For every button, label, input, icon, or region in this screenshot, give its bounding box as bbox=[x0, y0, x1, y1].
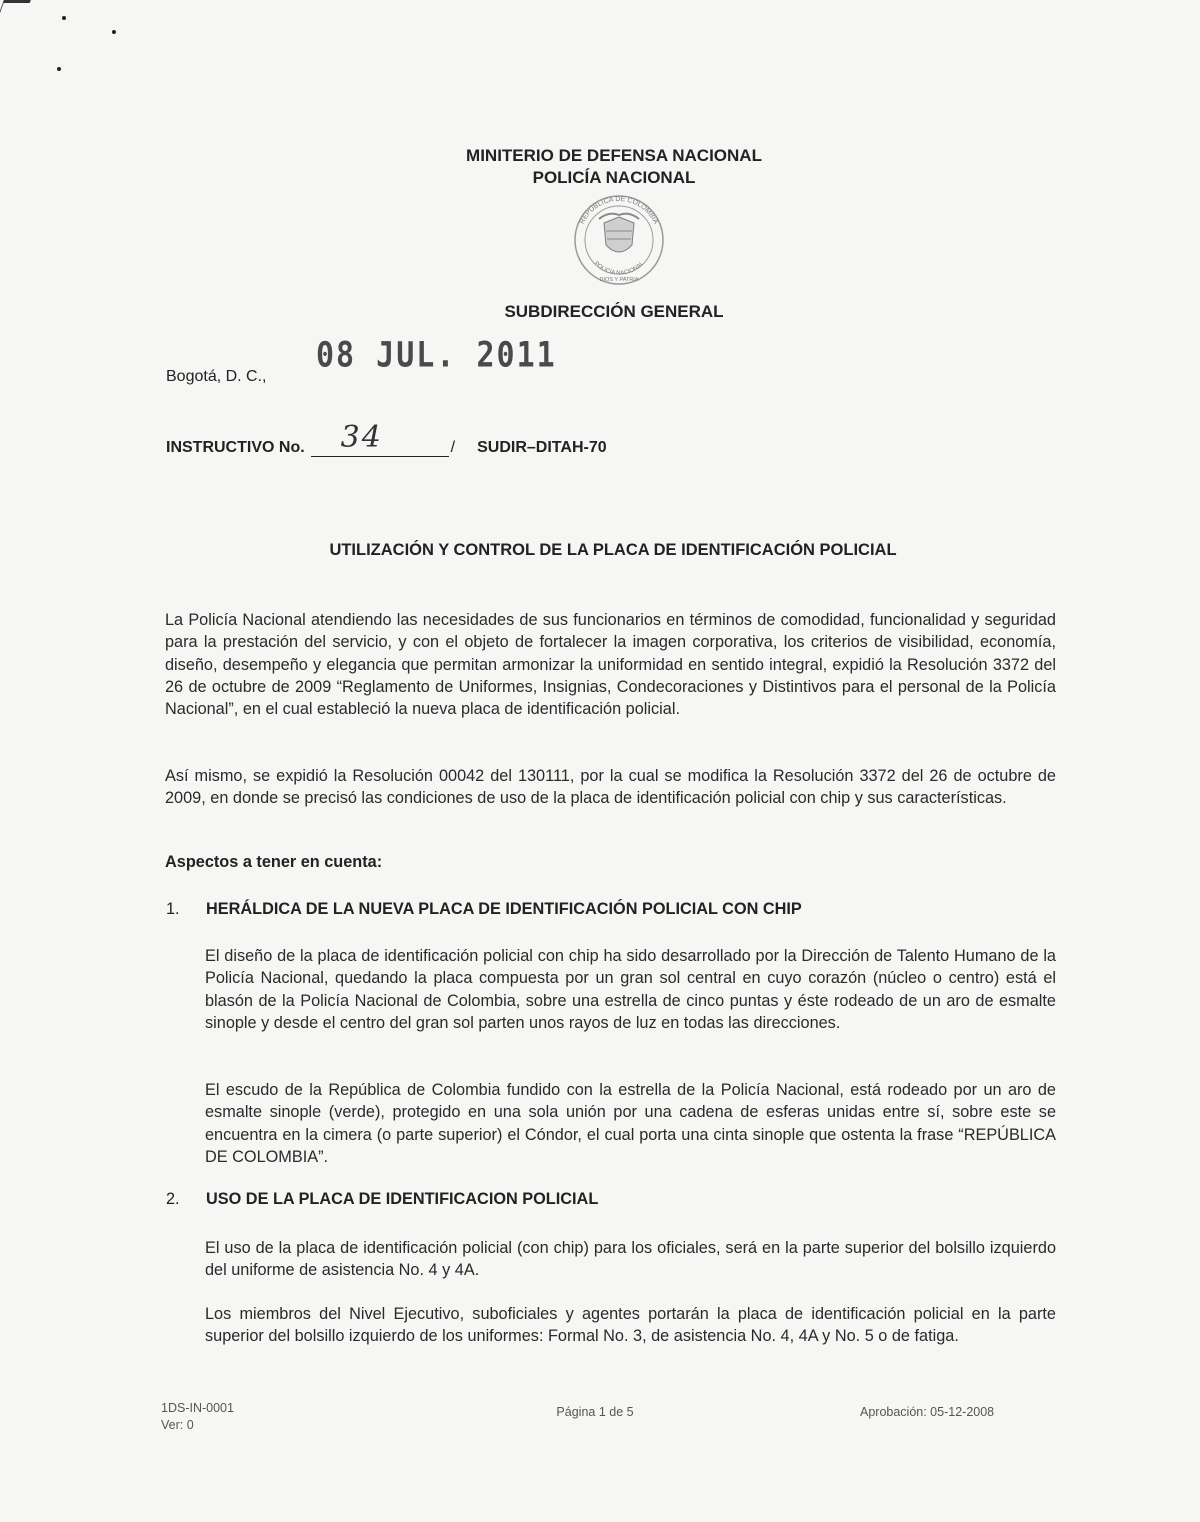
seal-top-text: REPÚBLICA DE COLOMBIA bbox=[578, 195, 660, 226]
document-title: UTILIZACIÓN Y CONTROL DE LA PLACA DE IDENTIFICACIÓN POLICIAL bbox=[329, 541, 897, 559]
section-paragraph: El uso de la placa de identificación policial (con chip) para los oficiales, será en la parte superior del bolsillo izquierdo del uniforme de asistencia No. 4 y 4A. bbox=[205, 1239, 1056, 1280]
section-heading-2 bbox=[166, 1190, 598, 1209]
scan-speck bbox=[62, 16, 66, 20]
ministry-header: MINITERIO DE DEFENSA NACIONAL bbox=[466, 146, 762, 165]
police-header: POLICÍA NACIONAL bbox=[532, 168, 696, 187]
seal-motto: DIOS Y PATRIA bbox=[599, 277, 639, 283]
section-title: USO DE LA PLACA DE IDENTIFICACION POLICIAL bbox=[206, 1190, 599, 1208]
place-label: Bogotá, D. C., bbox=[166, 368, 267, 385]
scan-corner-mark bbox=[0, 0, 31, 21]
instructivo-number-field bbox=[311, 420, 449, 457]
instructivo-separator: / bbox=[450, 439, 456, 456]
footer-version: Ver: 0 bbox=[161, 1418, 194, 1432]
section-heading-1 bbox=[166, 900, 802, 919]
footer-page-number: Página 1 de 5 bbox=[556, 1405, 634, 1419]
police-seal-logo bbox=[566, 193, 672, 287]
seal-bottom-text: POLICÍA NACIONAL bbox=[592, 260, 646, 277]
section-paragraph: Los miembros del Nivel Ejecutivo, suboficiales y agentes portarán la placa de identificación policial en la parte superior del bolsillo izquierdo de los uniformes: Formal No. 3, de asistencia No. 4, 4A y No. 5 o de fatiga. bbox=[205, 1305, 1056, 1346]
date-stamp: 08 JUL. 2011 bbox=[316, 335, 557, 376]
section-paragraph: El diseño de la placa de identificación policial con chip ha sido desarrollado por la Dirección de Talento Humano de la Policía Nacional, quedando la placa compuesta por un gran sol central en cuyo corazón (núcleo o centro) está el blasón de la Policía Nacional de Colombia, sobre una estrella de cinco puntas y éste rodeado de un aro de esmalte sinople y desde el centro del gran sol parten unos rayos de luz en todas las direcciones. bbox=[205, 947, 1056, 1032]
section-title: HERÁLDICA DE LA NUEVA PLACA DE IDENTIFICACIÓN POLICIAL CON CHIP bbox=[206, 900, 802, 918]
intro-paragraph: Así mismo, se expidió la Resolución 00042 del 130111, por la cual se modifica la Resolución 3372 del 26 de octubre de 2009, en donde se precisó las condiciones de uso de la placa de identificación policial con chip y sus características. bbox=[165, 767, 1056, 808]
section-number: 2. bbox=[166, 1190, 180, 1208]
aspects-heading: Aspectos a tener en cuenta: bbox=[165, 853, 383, 871]
instructivo-code: SUDIR–DITAH-70 bbox=[477, 439, 607, 456]
subdirection-header: SUBDIRECCIÓN GENERAL bbox=[504, 302, 724, 321]
footer-code: 1DS-IN-0001 bbox=[161, 1401, 234, 1415]
instructivo-line bbox=[166, 420, 607, 457]
instructivo-number-handwritten: 34 bbox=[340, 420, 383, 455]
intro-paragraph: La Policía Nacional atendiendo las necesidades de sus funcionarios en términos de comodidad, funcionalidad y seguridad para la prestación del servicio, y con el objeto de fortalecer la imagen corporativa, los criterios de visibilidad, economía, diseño, desempeño y elegancia que permitan armonizar la uniformidad en sentido integral, expidió la Resolución 3372 del 26 de octubre de 2009 “Reglamento de Uniformes, Insignias, Condecoraciones y Distintivos para el personal de la Policía Nacional”, en el cual estableció la nueva placa de identificación policial. bbox=[165, 611, 1056, 719]
section-number: 1. bbox=[166, 900, 180, 918]
section-paragraph: El escudo de la República de Colombia fundido con la estrella de la Policía Nacional, está rodeado por un aro de esmalte sinople (verde), protegido en una sola unión por una cadena de esferas unidas entre sí, sobre este se encuentra en la cimera (o parte superior) el Cóndor, el cual porta una cinta sinople que ostenta la frase “REPÚBLICA DE COLOMBIA”. bbox=[205, 1081, 1056, 1166]
scan-speck bbox=[57, 67, 61, 71]
instructivo-label: INSTRUCTIVO No. bbox=[166, 439, 305, 456]
footer-approval: Aprobación: 05-12-2008 bbox=[860, 1405, 995, 1419]
scan-speck bbox=[112, 30, 116, 34]
